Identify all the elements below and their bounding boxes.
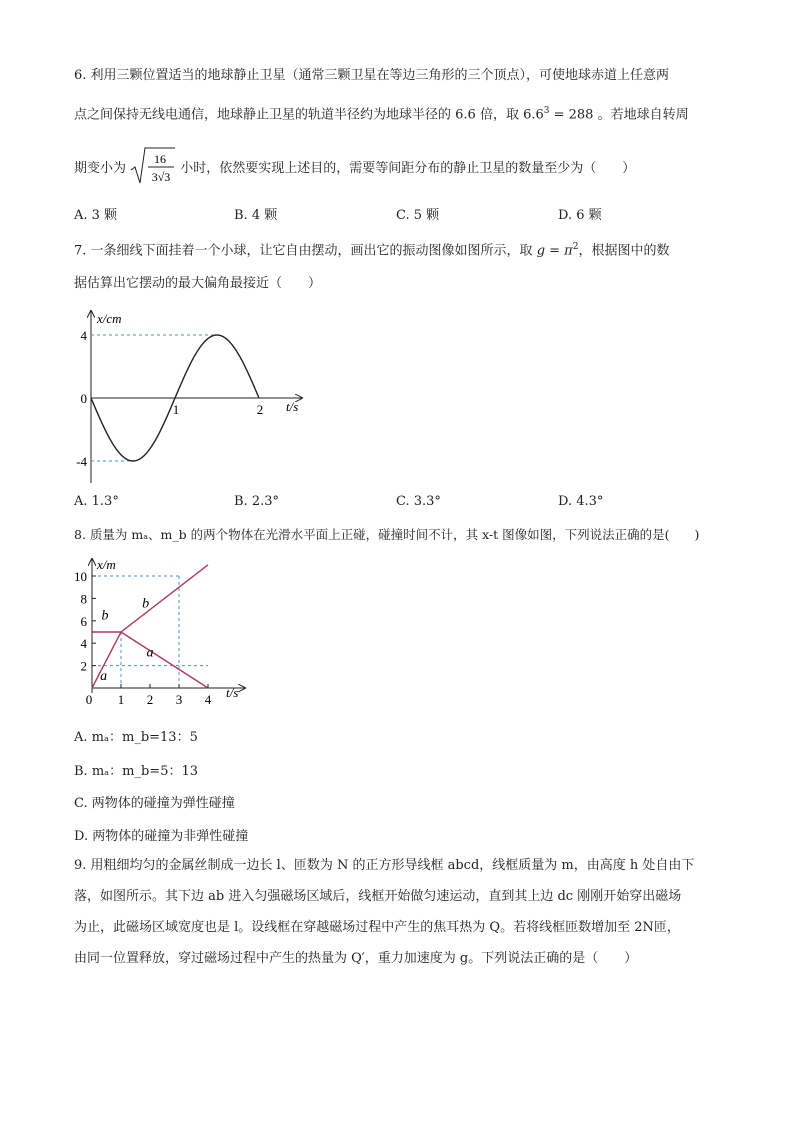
q7-line-1-text-b: ，根据图中的数 [578, 243, 670, 259]
x-tick-label: 1 [172, 402, 180, 417]
q7-g-formula: g = π [536, 243, 573, 259]
sqrt-symbol [130, 146, 176, 186]
series-annotation-b: b [101, 608, 109, 624]
q6-option-a[interactable]: A. 3 颗 [74, 208, 118, 223]
series-annotation-a: a [146, 645, 154, 661]
q9-line-3: 为止，此磁场区域宽度也是 l。设线框在穿越磁场过程中产生的焦耳热为 Q。若将线框匝数增加至 2N匝， [74, 920, 680, 935]
x-tick-label: 1 [117, 692, 125, 707]
q6-line-1: 6. 利用三颗位置适当的地球静止卫星（通常三颗卫星在等边三角形的三个顶点），可使地球赤道上任意两 [74, 68, 670, 83]
y-axis-label: x/m [97, 557, 116, 572]
y-tick-label: -4 [76, 454, 87, 469]
y-tick-label: 0 [80, 391, 87, 406]
q6-option-c[interactable]: C. 5 颗 [396, 208, 440, 223]
q6-line-2-text-b: = 288 。若地球自转周 [549, 107, 689, 123]
y-axis-label: x/cm [97, 311, 122, 326]
q6-option-b[interactable]: B. 4 颗 [234, 208, 278, 223]
y-tick-label: 10 [74, 569, 87, 584]
q8-option-a[interactable]: A. mₐ：m_b=13：5 [74, 730, 198, 745]
series-annotation-b: b [142, 596, 150, 612]
x-tick-label: 2 [256, 402, 264, 417]
q6-line-3 [74, 146, 635, 191]
oscillation-chart [70, 305, 310, 490]
q7-line-2: 据估算出它摆动的最大偏角最接近（ ） [74, 276, 322, 291]
y-tick-label: 8 [80, 591, 87, 607]
q9-line-4: 由同一位置释放，穿过磁场过程中产生的热量为 Q′，重力加速度为 g。下列说法正确的是（ ） [74, 951, 638, 966]
x-axis-label: t/s [226, 685, 239, 700]
y-tick-label: 6 [80, 613, 87, 629]
y-tick-label: 2 [80, 658, 87, 674]
q7-exponent: 2 [572, 242, 579, 252]
q6-line-2 [74, 106, 689, 123]
q8-option-b[interactable]: B. mₐ：m_b=5：13 [74, 764, 199, 779]
series-annotation-a: a [100, 669, 108, 685]
x-tick-label: 3 [175, 692, 183, 707]
q7-option-d[interactable]: D. 4.3° [558, 494, 604, 509]
q8-option-c[interactable]: C. 两物体的碰撞为弹性碰撞 [74, 796, 235, 811]
sqrt-numerator: 16 [154, 152, 167, 166]
q7-option-c[interactable]: C. 3.3° [396, 494, 441, 509]
y-tick-label: 4 [80, 328, 87, 343]
sqrt-expression [130, 146, 176, 191]
collision-chart [62, 555, 252, 710]
q7-line-1-text-a: 7. 一条细线下面挂着一个小球，让它自由摆动，画出它的振动图像如图所示，取 [74, 243, 533, 259]
x-axis-label: t/s [286, 399, 299, 414]
q6-line-2-text-a: 点之间保持无线电通信，地球静止卫星的轨道半径约为地球半径的 6.6 倍，取 6.6 [74, 107, 544, 123]
sqrt-denominator: 3√3 [151, 170, 171, 184]
y-tick-label: 4 [80, 636, 87, 652]
q6-exponent: 3 [543, 106, 550, 116]
q9-line-2: 落，如图所示。其下边 ab 进入匀强磁场区域后，线框开始做匀速运动，直到其上边 dc 刚刚开始穿出磁场 [74, 889, 682, 904]
q8-line-1: 8. 质量为 mₐ、m_b 的两个物体在光滑水平面上正碰，碰撞时间不计，其 x-t 图像如图，下列说法正确的是( ) [74, 527, 700, 542]
q7-option-b[interactable]: B. 2.3° [234, 494, 279, 509]
q6-line-3-text-a: 期变小为 [74, 160, 127, 176]
q7-line-1 [74, 242, 669, 259]
q7-option-a[interactable]: A. 1.3° [74, 494, 119, 509]
q9-line-1: 9. 用粗细均匀的金属丝制成一边长 l、匝数为 N 的正方形导线框 abcd，线框质量为 m，由高度 h 处自由下 [74, 858, 695, 873]
q8-option-d[interactable]: D. 两物体的碰撞为非弹性碰撞 [74, 829, 249, 844]
x-tick-label: 4 [204, 692, 212, 707]
x-tick-label: 0 [85, 692, 93, 707]
q6-option-d[interactable]: D. 6 颗 [558, 208, 602, 223]
series-line-b [92, 565, 208, 632]
x-tick-label: 2 [146, 692, 154, 707]
q6-line-3-text-b: 小时，依然要实现上述目的，需要等间距分布的静止卫星的数量至少为（ ） [180, 160, 636, 176]
